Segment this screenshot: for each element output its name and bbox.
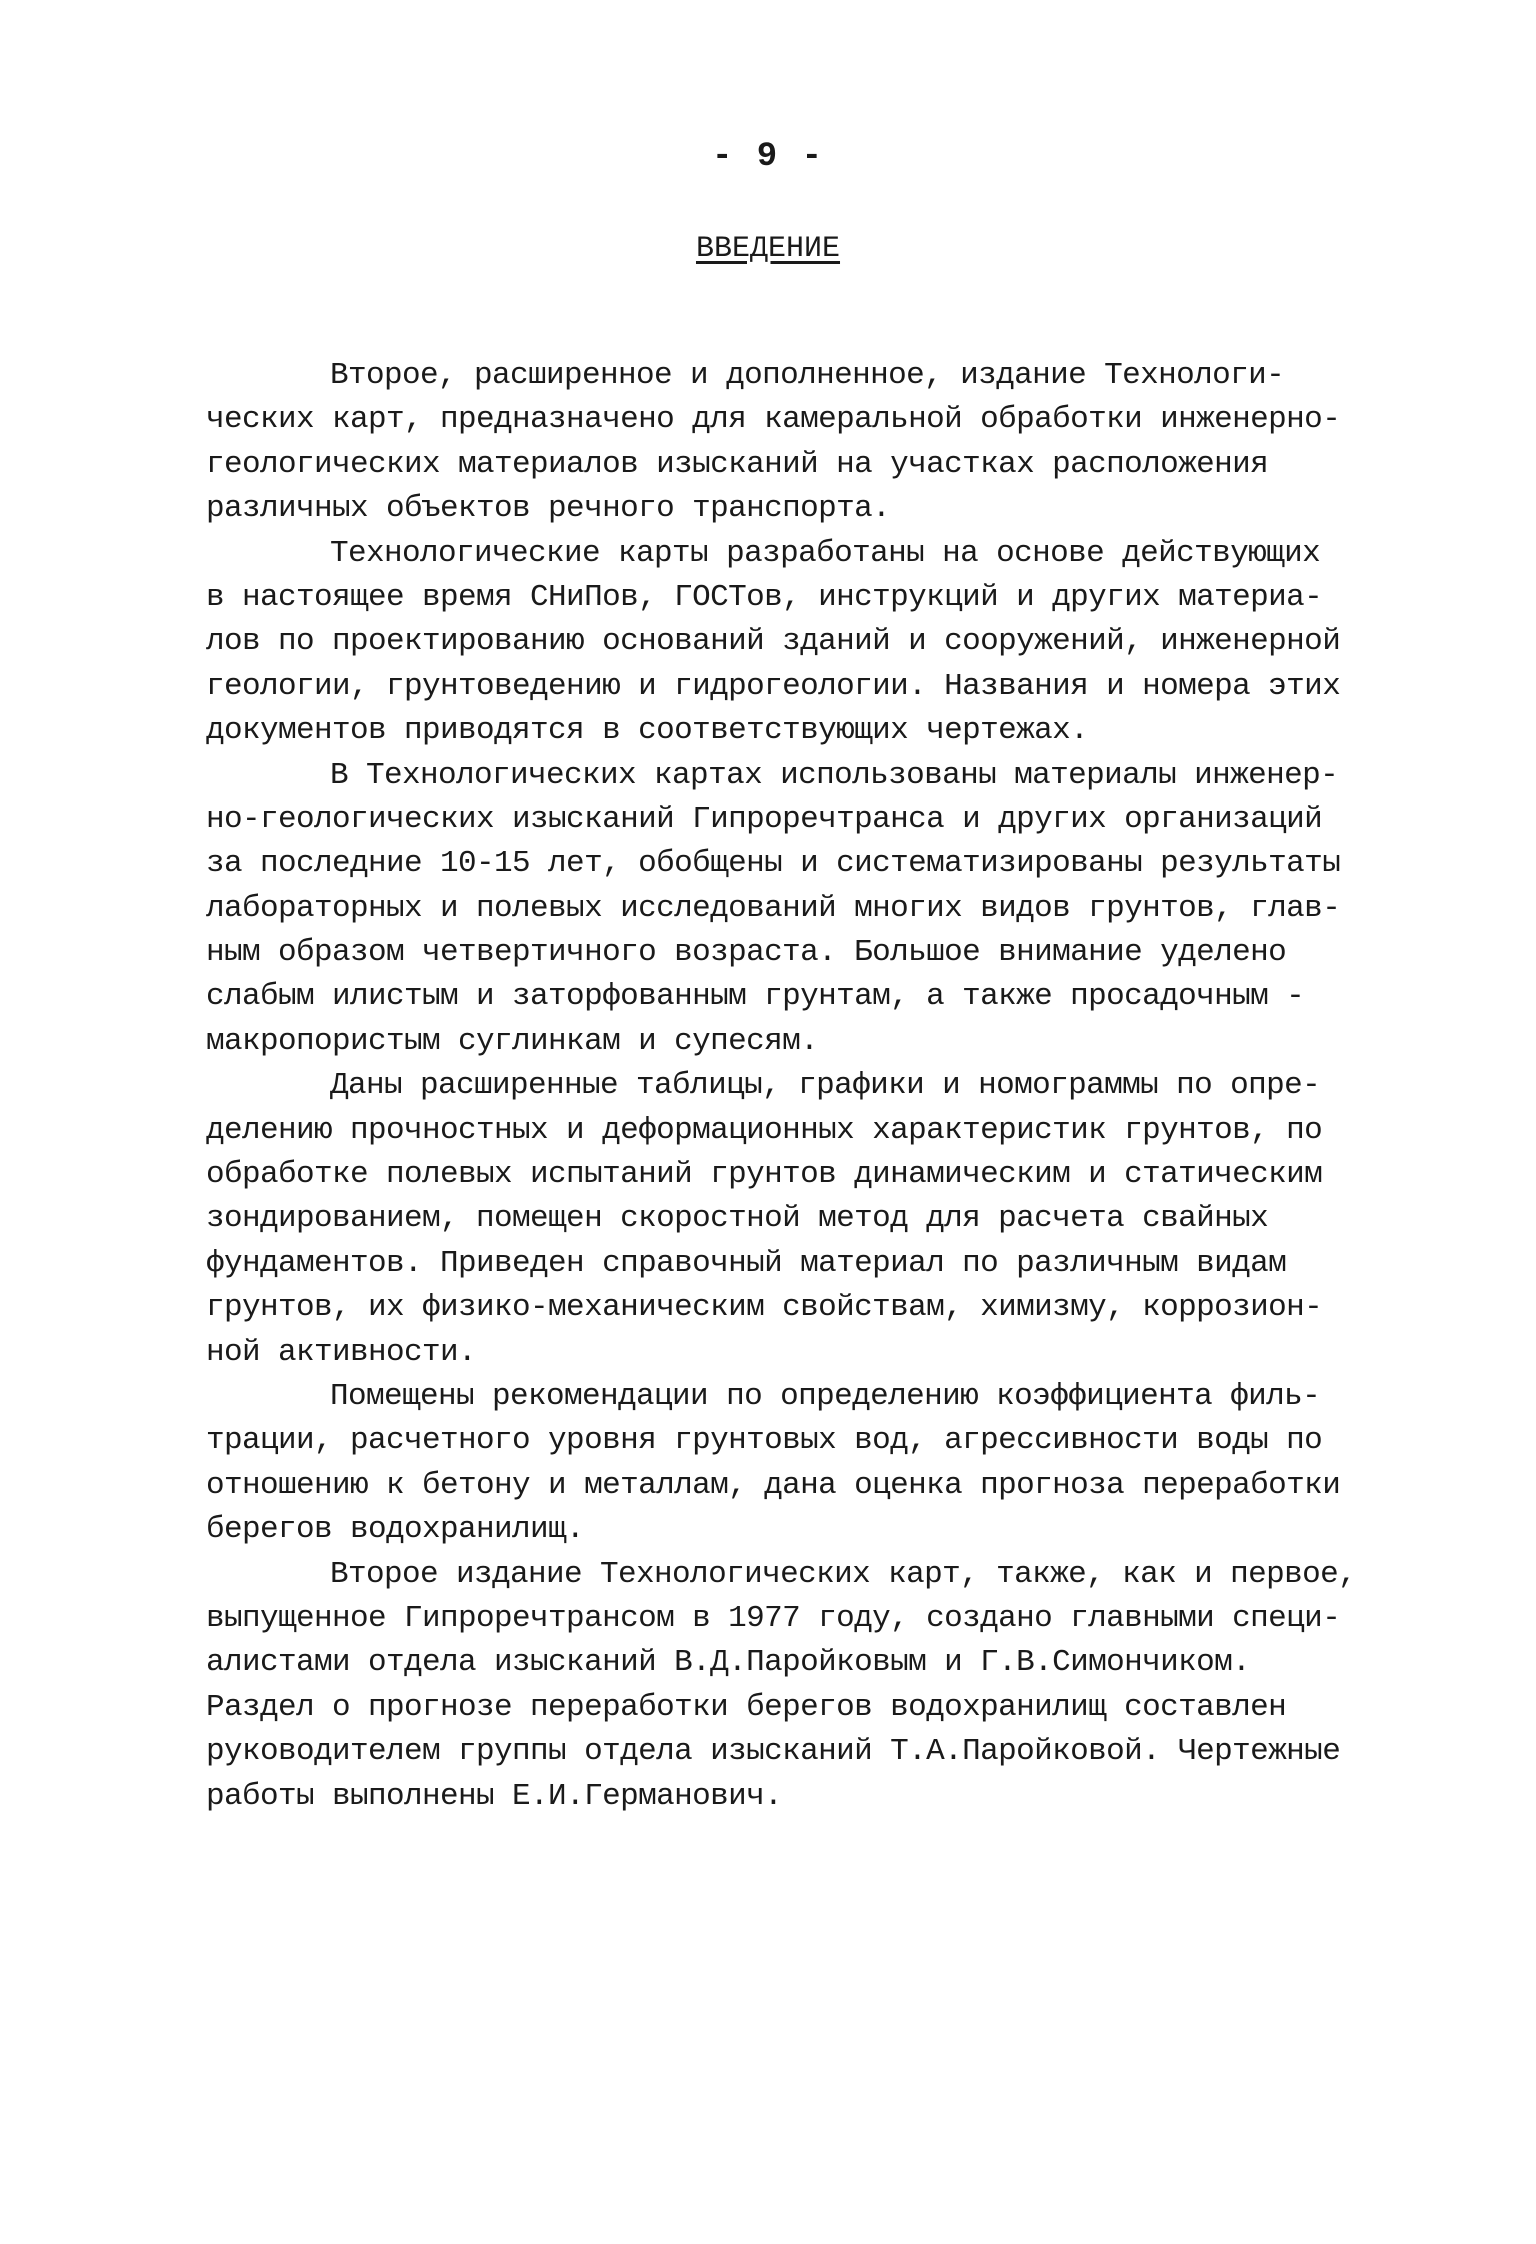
text-line: ной активности. [206,1334,477,1370]
text-line: отношению к бетону и металлам, дана оценка прогноза переработки [206,1467,1341,1503]
text-line: обработке полевых испытаний грунтов динамическим и статическим [206,1157,1323,1193]
text-line: алистами отдела изысканий В.Д.Паройковым и Г.В.Симончиком. [206,1645,1251,1681]
text-line: работы выполнены Е.И.Германович. [206,1778,783,1814]
text-line: фундаментов. Приведен справочный материал по различным видам [206,1245,1287,1281]
text-line: Даны расширенные таблицы, графики и номограммы по опре- [330,1068,1321,1104]
text-line: ным образом четвертичного возраста. Большое внимание уделено [206,935,1287,971]
text-line: Раздел о прогнозе переработки берегов водохранилищ составлен [206,1689,1287,1725]
body-text [206,354,1357,1819]
text-line: различных объектов речного транспорта. [206,491,891,527]
text-line: в настоящее время СНиПов, ГОСТов, инструкций и других материа- [206,579,1323,615]
text-line: грунтов, их физико-механическим свойствам, химизму, коррозион- [206,1290,1323,1326]
text-line: берегов водохранилищ. [206,1512,585,1548]
text-line: макропористым суглинкам и супесям. [206,1023,819,1059]
text-line: В Технологических картах использованы материалы инженер- [330,757,1339,793]
text-line: делению прочностных и деформационных характеристик грунтов, по [206,1112,1323,1148]
text-line: геологических материалов изысканий на участках расположения [206,446,1269,482]
text-line: трации, расчетного уровня грунтовых вод, агрессивности воды по [206,1423,1323,1459]
text-line: руководителем группы отдела изысканий Т.А.Паройковой. Чертежные [206,1734,1341,1770]
page-number: - 9 - [711,138,825,176]
text-line: за последние 10-15 лет, обобщены и систематизированы результаты [206,846,1341,882]
text-line: но-геологических изысканий Гипроречтранса и других организаций [206,801,1323,837]
text-line: Второе, расширенное и дополненное, издание Технологи- [330,358,1285,393]
text-line: Помещены рекомендации по определению коэффициента филь- [330,1378,1321,1414]
text-line: выпущенное Гипроречтрансом в 1977 году, создано главными специ- [206,1600,1341,1636]
text-line: зондированием, помещен скоростной метод для расчета свайных [206,1201,1269,1237]
text-line: ческих карт, предназначено для камеральной обработки инженерно- [206,402,1341,438]
text-line: Второе издание Технологических карт, также, как и первое, [330,1556,1357,1592]
text-line: Технологические карты разработаны на основе действующих [330,535,1321,571]
text-line: лов по проектированию оснований зданий и сооружений, инженерной [206,624,1341,660]
text-line: лабораторных и полевых исследований многих видов грунтов, глав- [206,890,1341,926]
text-line: слабым илистым и заторфованным грунтам, а также просадочным - [206,979,1305,1015]
page-title: ВВЕДЕНИЕ [695,232,841,266]
text-line: геологии, грунтоведению и гидрогеологии. Названия и номера этих [206,668,1341,704]
text-line: документов приводятся в соответствующих чертежах. [206,713,1089,749]
